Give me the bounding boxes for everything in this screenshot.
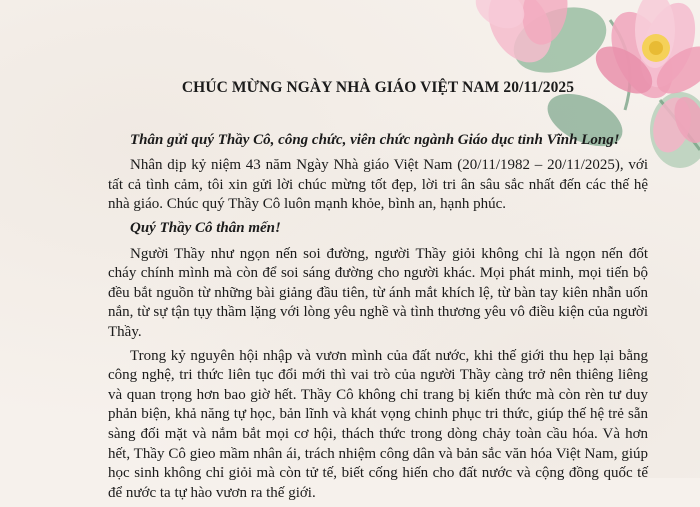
greeting-letter	[108, 78, 648, 507]
paragraph-integration-era: Trong kỷ nguyên hội nhập và vươn mình của đất nước, khi thế giới thu hẹp lại bằng công nghệ, tri thức liên tục đổi mới thì vai trò của người Thầy càng trở nên thiêng liêng và quan trọng hơn bao giờ hết. Thầy Cô không chỉ trang bị kiến thức mà còn rèn tư duy phản biện, khả năng tự học, bản lĩnh và khát vọng chinh phục tri thức, giúp thế hệ trẻ sẵn sàng đối mặt và nắm bắt mọi cơ hội, thách thức trong dòng chảy toàn cầu hóa. Và hơn hết, Thầy Cô gieo mầm nhân ái, trách nhiệm công dân và bản sắc văn hóa Việt Nam, giúp học sinh không chỉ giỏi mà còn tử tế, biết cống hiến cho đất nước và cộng đồng quốc tế để nước ta tự hào vươn ra thế giới.	[108, 347, 648, 501]
greeting-line: Thân gửi quý Thầy Cô, công chức, viên chức ngành Giáo dục tỉnh Vĩnh Long!	[130, 131, 620, 148]
paragraph-teacher-candle: Người Thầy như ngọn nến soi đường, người Thầy giỏi không chỉ là ngọn nến đốt cháy chính mình mà còn để soi sáng đường cho người khác. Mọi phát minh, mọi tiến bộ đều bắt nguồn từ những bài giảng đầu tiên, từ ánh mắt khích lệ, từ bàn tay kiên nhẫn uốn nắn, từ sự tận tụy thầm lặng với lòng yêu nghề và tình thương yêu vô điều kiện của người Thầy.	[108, 245, 648, 340]
letter-title: CHÚC MỪNG NGÀY NHÀ GIÁO VIỆT NAM 20/11/2025	[181, 79, 575, 96]
salutation-line: Quý Thầy Cô thân mến!	[130, 219, 281, 236]
paragraph-anniversary: Nhân dịp kỷ niệm 43 năm Ngày Nhà giáo Việt Nam (20/11/1982 – 20/11/2025), với tất cả tình cảm, tôi xin gửi lời chúc mừng tốt đẹp, lời tri ân sâu sắc nhất đến các thế hệ nhà giáo. Chúc quý Thầy Cô luôn mạnh khỏe, bình an, hạnh phúc.	[108, 157, 648, 213]
